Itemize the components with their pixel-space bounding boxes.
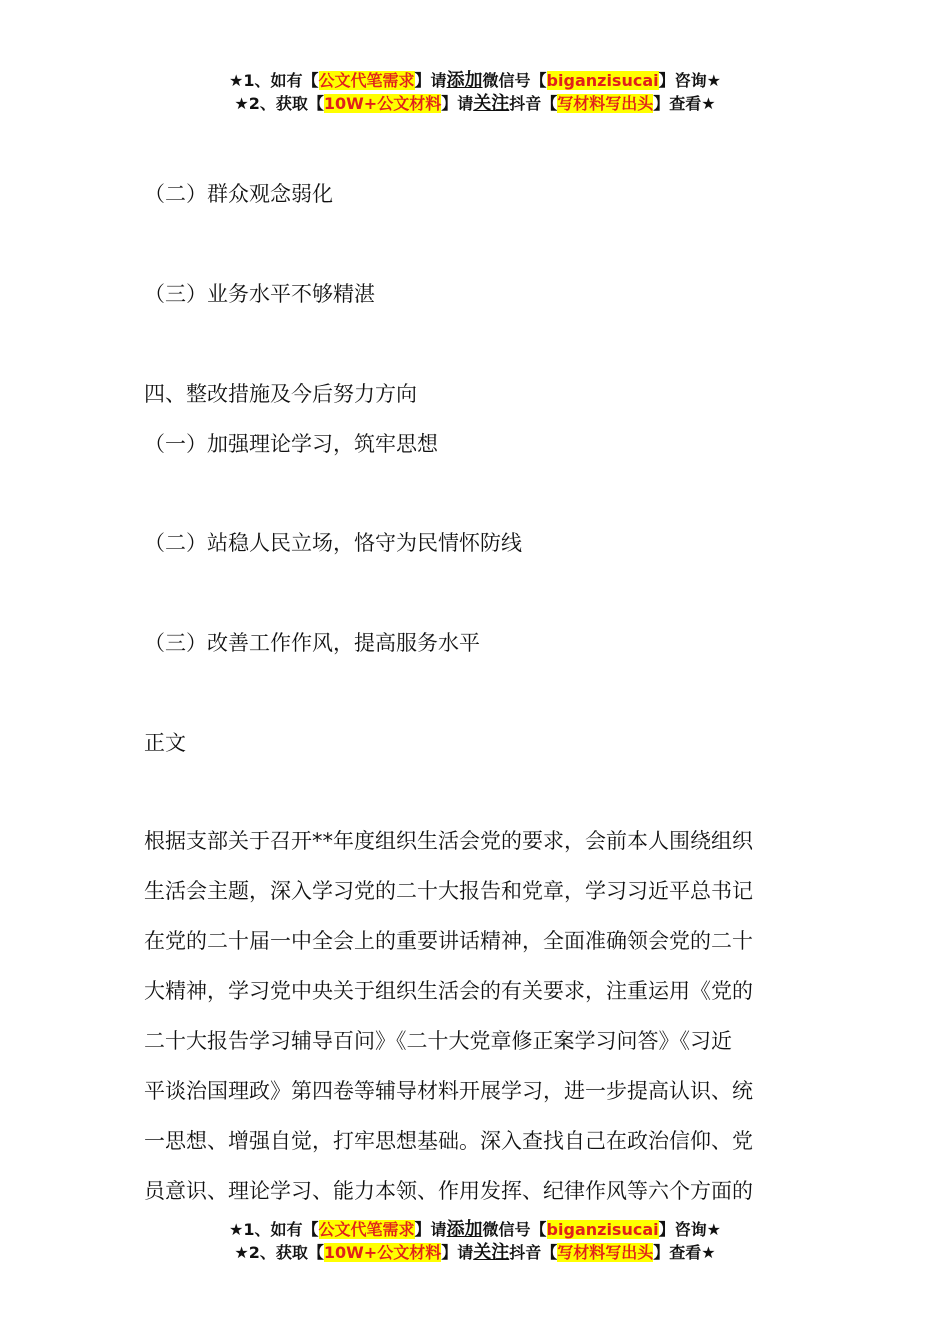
body-line: 一思想、增强自觉，打牢思想基础。深入查找自己在政治信仰、党 xyxy=(144,1129,753,1153)
banner-highlight: 公文代笔需求 xyxy=(318,71,415,90)
banner-text: 】请 xyxy=(414,71,447,90)
banner-text: 微信号【 xyxy=(482,1220,547,1239)
banner-highlight: 10W+公文材料 xyxy=(323,94,442,113)
banner-highlight-wechat: biganzisucai xyxy=(546,1220,659,1239)
banner-text: 】咨询★ xyxy=(658,1220,721,1239)
measure-item-3: （三）改善工作作风，提高服务水平 xyxy=(144,631,480,655)
banner-text: 抖音【 xyxy=(509,94,558,113)
measure-item-1: （一）加强理论学习，筑牢思想 xyxy=(144,432,438,456)
body-line: 根据支部关于召开**年度组织生活会党的要求，会前本人围绕组织 xyxy=(144,829,753,853)
banner-text: 抖音【 xyxy=(509,1243,558,1262)
banner-highlight-wechat: biganzisucai xyxy=(546,71,659,90)
body-line: 大精神，学习党中央关于组织生活会的有关要求，注重运用《党的 xyxy=(144,979,753,1003)
banner-highlight: 公文代笔需求 xyxy=(318,1220,415,1239)
banner-text: 】查看★ xyxy=(653,1243,716,1262)
banner-text: 】请 xyxy=(441,1243,474,1262)
banner-emphasis: 关注 xyxy=(473,93,510,114)
body-line: 员意识、理论学习、能力本领、作用发挥、纪律作风等六个方面的 xyxy=(144,1179,753,1203)
header-banner xyxy=(0,69,950,115)
banner-text: 】查看★ xyxy=(653,94,716,113)
banner-emphasis: 添加 xyxy=(446,70,483,91)
body-paragraph xyxy=(144,816,814,1216)
body-line: 平谈治国理政》第四卷等辅导材料开展学习，进一步提高认识、统 xyxy=(144,1079,753,1103)
body-line: 生活会主题，深入学习党的二十大报告和党章，学习习近平总书记 xyxy=(144,879,753,903)
measure-item-2: （二）站稳人民立场，恪守为民情怀防线 xyxy=(144,531,522,555)
body-line: 二十大报告学习辅导百问》《二十大党章修正案学习问答》《习近 xyxy=(144,1029,732,1053)
banner-line-2 xyxy=(0,1241,950,1264)
banner-text: ★2、获取【 xyxy=(234,94,324,113)
banner-highlight-douyin: 写材料写出头 xyxy=(557,1243,654,1262)
banner-text: 微信号【 xyxy=(482,71,547,90)
banner-text: 】请 xyxy=(414,1220,447,1239)
banner-emphasis: 添加 xyxy=(446,1219,483,1240)
body-heading: 正文 xyxy=(144,731,186,755)
item-business-level: （三）业务水平不够精湛 xyxy=(144,282,375,306)
item-group-concept: （二）群众观念弱化 xyxy=(144,182,333,206)
banner-text: 】咨询★ xyxy=(658,71,721,90)
banner-line-2 xyxy=(0,92,950,115)
banner-text: 】请 xyxy=(441,94,474,113)
banner-text: ★2、获取【 xyxy=(234,1243,324,1262)
body-line: 在党的二十届一中全会上的重要讲话精神，全面准确领会党的二十 xyxy=(144,929,753,953)
banner-highlight-douyin: 写材料写出头 xyxy=(557,94,654,113)
section-heading-4: 四、整改措施及今后努力方向 xyxy=(144,382,417,406)
banner-line-1 xyxy=(0,1218,950,1241)
banner-emphasis: 关注 xyxy=(473,1242,510,1263)
banner-text: ★1、如有【 xyxy=(229,71,319,90)
banner-line-1 xyxy=(0,69,950,92)
banner-text: ★1、如有【 xyxy=(229,1220,319,1239)
footer-banner xyxy=(0,1218,950,1264)
banner-highlight: 10W+公文材料 xyxy=(323,1243,442,1262)
